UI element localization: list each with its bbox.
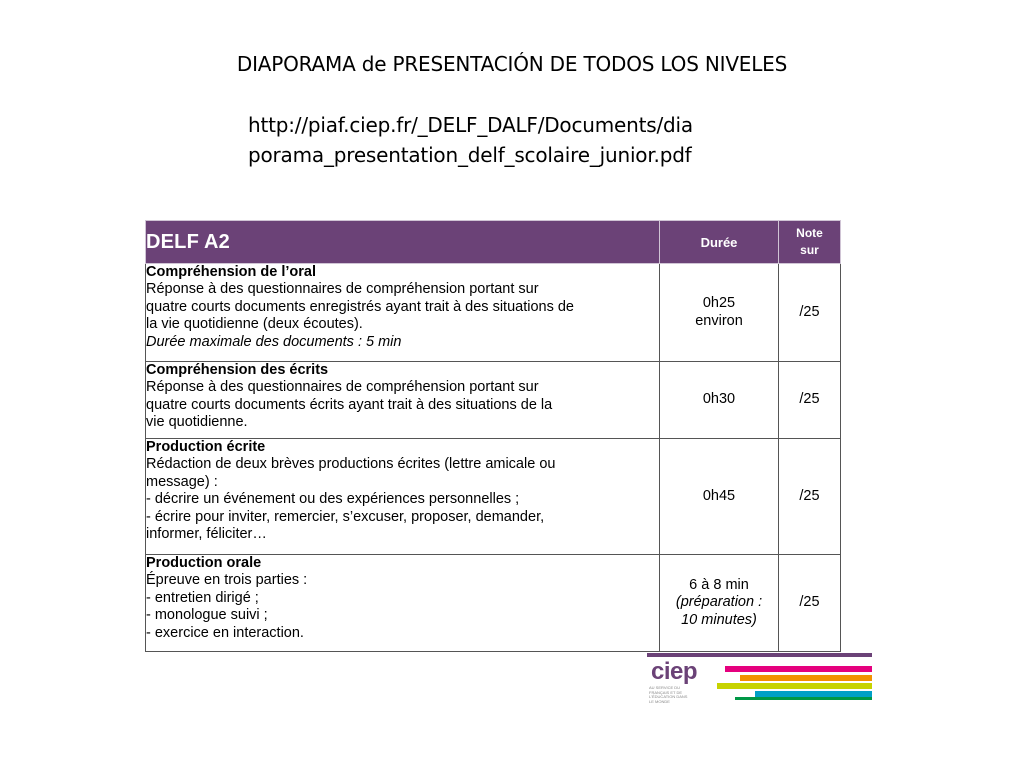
logo-tagline: AU SERVICE DU FRANÇAIS ET DE L'ÉDUCATION DANS LE MONDE (649, 685, 688, 704)
test-score: /25 (779, 264, 841, 362)
test-title: Production orale (146, 555, 262, 571)
description-line: Épreuve en trois parties : (146, 572, 308, 589)
description-line: la vie quotidienne (deux écoutes). (146, 316, 363, 333)
description-line: vie quotidienne. (146, 414, 248, 431)
test-title: Compréhension de l’oral (146, 264, 316, 280)
logo-stripe (725, 666, 872, 672)
source-url[interactable] (248, 110, 768, 170)
duration-line: 0h30 (702, 391, 736, 408)
description-line: - décrire un événement ou des expériences personnelles ; (146, 491, 520, 508)
table-row (146, 439, 841, 555)
description-line: Rédaction de deux brèves productions écrites (lettre amicale ou (146, 456, 556, 473)
duration-line: environ (695, 312, 743, 329)
logo-stripe (717, 683, 872, 689)
test-title: Compréhension des écrits (146, 362, 329, 378)
description-line: - monologue suivi ; (146, 607, 268, 624)
duration-line: 0h45 (702, 487, 736, 504)
description-note: Durée maximale des documents : 5 min (146, 333, 402, 350)
delf-a2-table (145, 220, 841, 652)
logo-wordmark: ciep (651, 658, 698, 685)
source-url-line-2: porama_presentation_delf_scolaire_junior.pdf (248, 143, 692, 167)
note-header (779, 221, 841, 264)
description-line: quatre courts documents écrits ayant trait à des situations de la (146, 396, 553, 413)
test-title: Production écrite (146, 439, 266, 455)
duration-line: (préparation : (675, 594, 763, 611)
table-row (146, 362, 841, 439)
test-duration (660, 555, 779, 652)
note-header-line-2: sur (800, 243, 819, 257)
test-duration (660, 439, 779, 555)
description-line: - exercice en interaction. (146, 624, 304, 641)
test-description (146, 555, 660, 652)
description-line: - entretien dirigé ; (146, 589, 259, 606)
test-description (146, 439, 660, 555)
duration-line: 6 à 8 min (689, 576, 749, 593)
duree-header: Durée (660, 221, 779, 264)
logo-stripe (647, 653, 872, 657)
description-line: quatre courts documents enregistrés ayant trait à des situations de (146, 298, 574, 315)
test-duration (660, 264, 779, 362)
table-title: DELF A2 (146, 221, 660, 264)
table-row (146, 264, 841, 362)
table-row (146, 555, 841, 652)
logo-stripe (735, 697, 872, 700)
slide-title: DIAPORAMA de PRESENTACIÓN DE TODOS LOS NIVELES (236, 52, 788, 76)
source-url-line-1: http://piaf.ciep.fr/_DELF_DALF/Documents/dia (248, 113, 693, 137)
test-duration (660, 362, 779, 439)
duration-line: 10 minutes) (681, 611, 757, 628)
test-score: /25 (779, 439, 841, 555)
test-description (146, 362, 660, 439)
table-header-row (146, 221, 841, 264)
test-description (146, 264, 660, 362)
description-line: informer, féliciter… (146, 526, 267, 543)
description-line: Réponse à des questionnaires de compréhension portant sur (146, 281, 539, 298)
duration-line: 0h25 (702, 295, 736, 312)
test-score: /25 (779, 555, 841, 652)
description-line: message) : (146, 473, 218, 490)
ciep-logo (645, 650, 875, 704)
note-header-line-1: Note (796, 226, 823, 240)
description-line: Réponse à des questionnaires de compréhension portant sur (146, 379, 539, 396)
test-score: /25 (779, 362, 841, 439)
logo-stripe (740, 675, 872, 681)
description-line: - écrire pour inviter, remercier, s’excuser, proposer, demander, (146, 508, 545, 525)
